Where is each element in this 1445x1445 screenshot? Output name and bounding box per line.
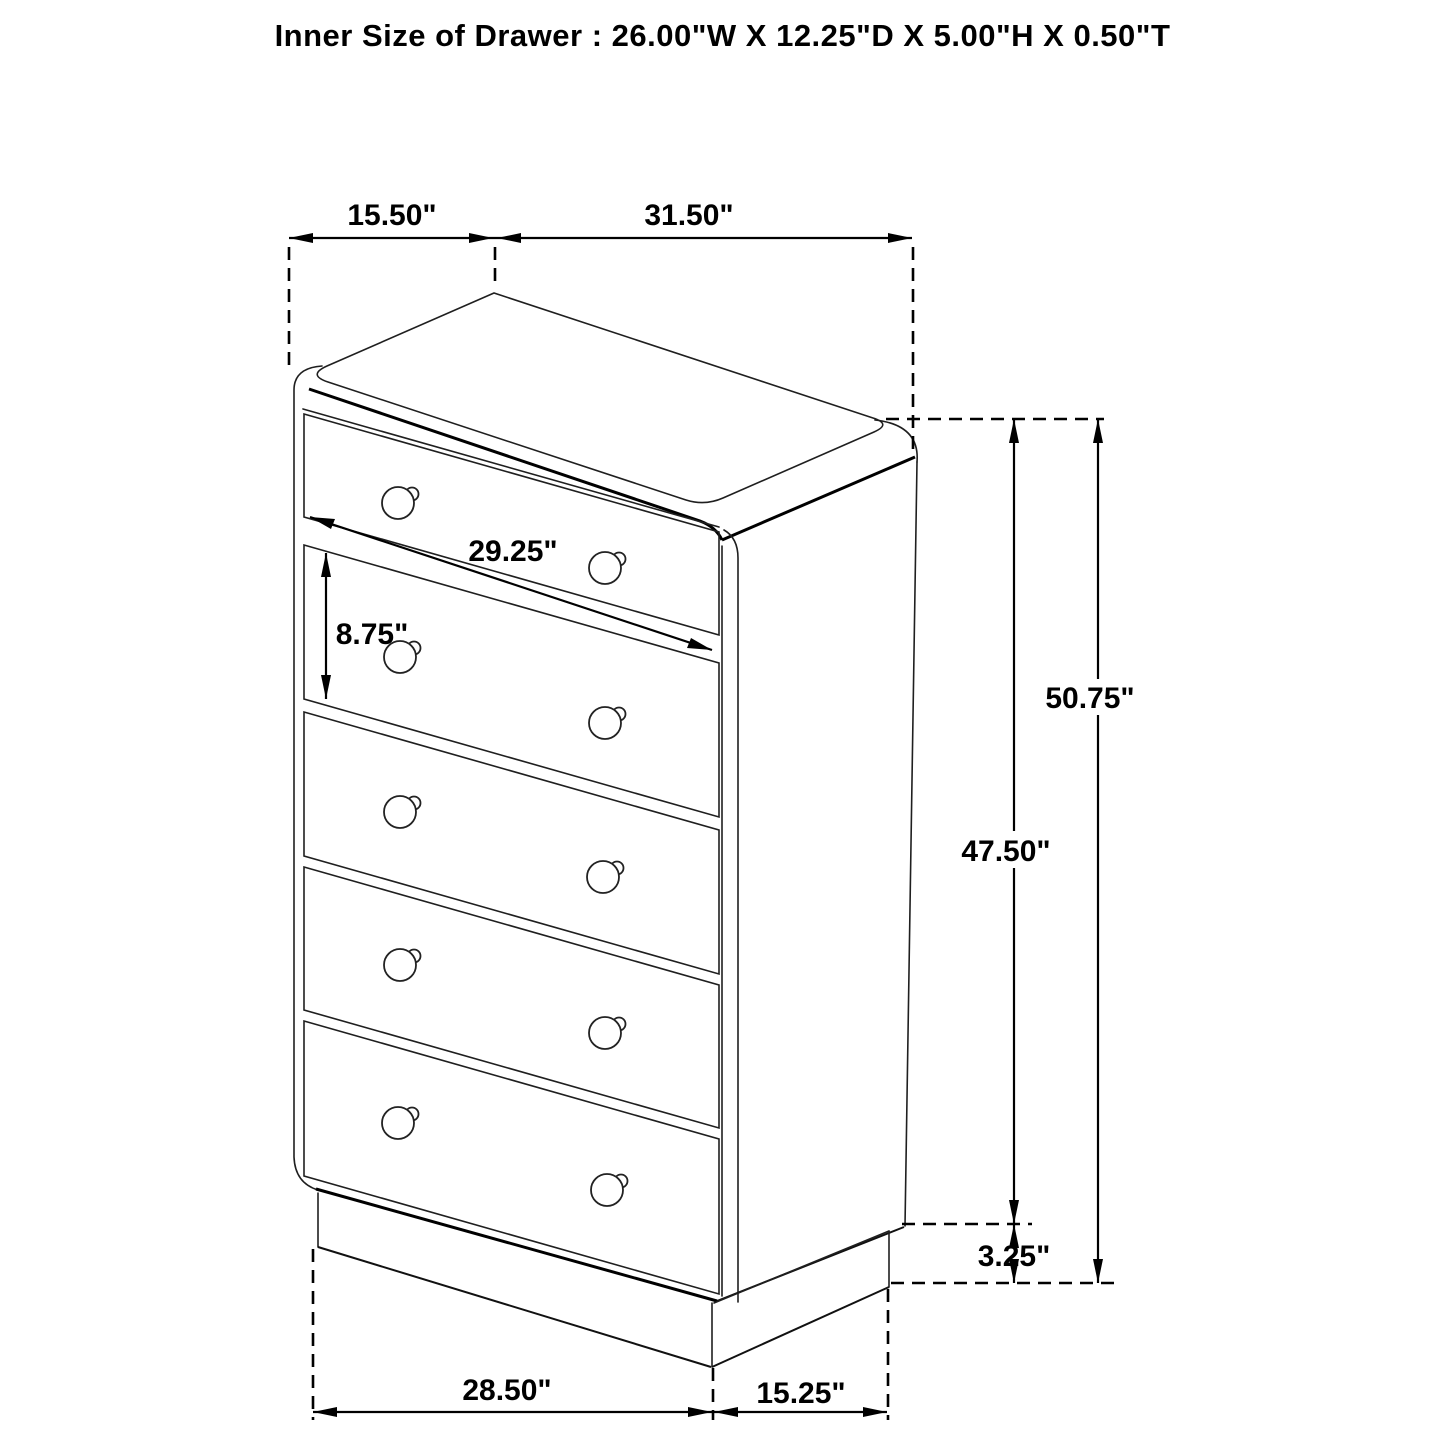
drawer-1-knob-right [589, 552, 626, 584]
drawer-1-knob-left [382, 487, 419, 519]
drawer-3-knob-left [384, 796, 421, 828]
drawer-3 [304, 712, 719, 974]
drawer-3-knob-right [587, 861, 624, 893]
drawer-4 [304, 867, 719, 1128]
dim-label-base-width: 28.50" [462, 1374, 552, 1407]
diagram-title: Inner Size of Drawer : 26.00"W X 12.25"D X 5.00"H X 0.50"T [274, 18, 1171, 53]
drawer-5-knob-left [382, 1107, 419, 1139]
drawer-2-knob-right [589, 707, 626, 739]
dim-group-bottom [313, 1374, 887, 1417]
dim-group-top [289, 199, 912, 243]
drawer-4-knob-left [384, 949, 421, 981]
chest-right-back-edge [905, 462, 917, 1226]
dim-label-body-height: 47.50" [961, 835, 1051, 868]
dim-group-body-height [961, 419, 1050, 1224]
front-face-top-edge [303, 409, 719, 527]
dim-label-drawer-width: 29.25" [468, 535, 558, 568]
dim-label-top-depth: 15.50" [347, 199, 437, 232]
dim-label-base-height: 3.25" [977, 1240, 1051, 1273]
dim-label-base-depth: 15.25" [756, 1377, 846, 1410]
drawer-1 [304, 414, 719, 635]
top-edge-band-front [309, 389, 722, 540]
dim-group-drawer-height [321, 553, 408, 699]
chest-top-face [317, 293, 883, 503]
top-edge-band-side [722, 457, 915, 540]
dim-label-overall-height: 50.75" [1045, 682, 1135, 715]
dim-group-base-height [978, 1224, 1051, 1283]
dim-group-overall-height [1045, 419, 1134, 1283]
base-plinth [318, 1193, 889, 1367]
front-right-corner-outer [724, 530, 738, 1302]
drawer-5 [304, 1021, 719, 1294]
drawer-4-knob-right [589, 1017, 626, 1049]
chest-drawing [294, 293, 917, 1367]
dim-label-drawer-height: 8.75" [335, 618, 409, 651]
chest-left-silhouette [294, 366, 322, 1190]
drawer-5-knob-right [591, 1174, 628, 1206]
chest-bottom-front-edge [316, 1189, 717, 1301]
drawer-2 [304, 545, 719, 817]
dim-label-top-width: 31.50" [644, 199, 734, 232]
top-corner-right-outer [875, 420, 917, 462]
